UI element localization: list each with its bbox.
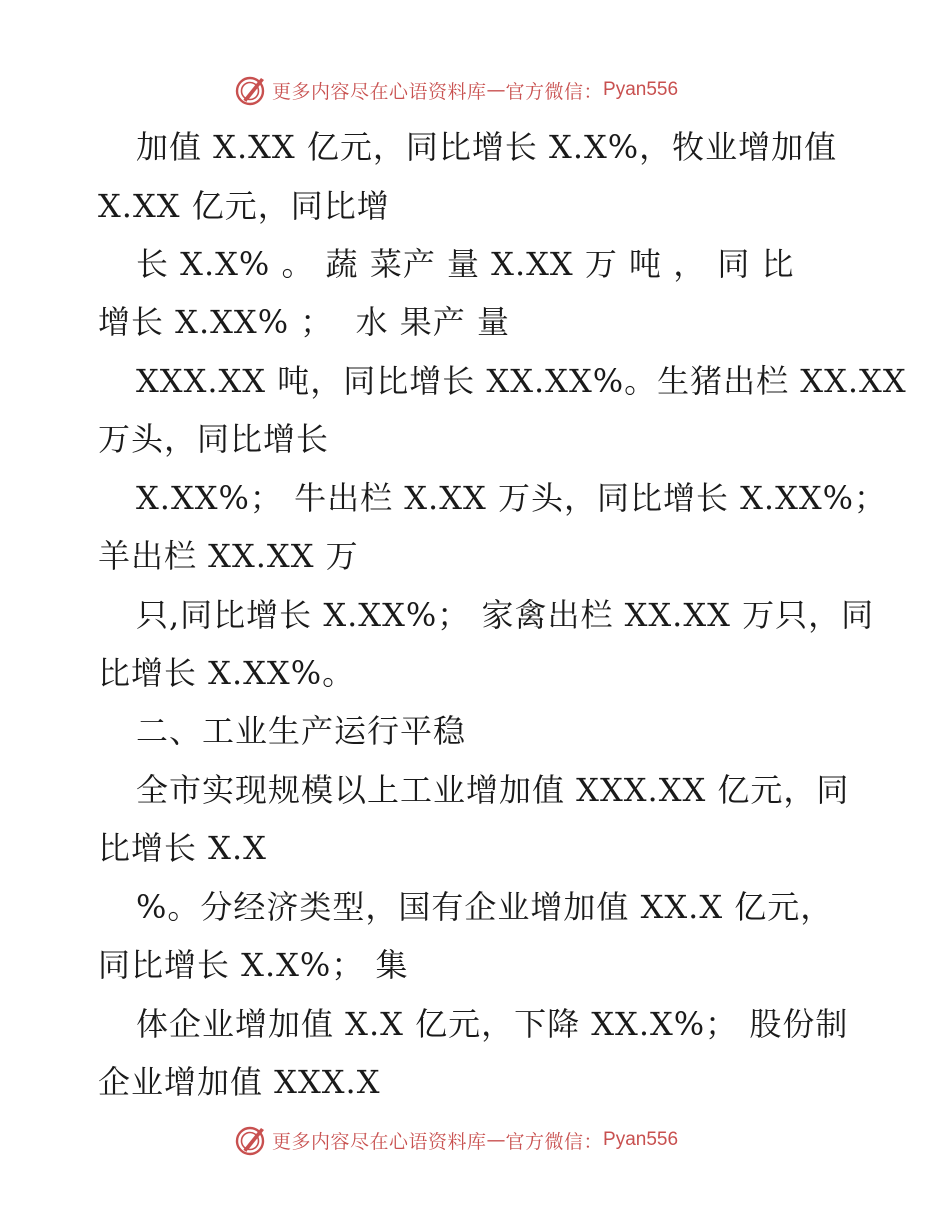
body-line: 长 X.X% 。 蔬 菜产 量 X.XX 万 吨 ， 同 比 [136,245,795,283]
watermark-wechat-label: 官方微信： [505,80,604,103]
body-line: 万头，同比增长 [98,420,330,458]
watermark-text: 更多内容尽在心语资料库 [272,80,487,103]
section-heading: 二、工业生产运行平稳 [136,712,467,750]
body-line: 羊出栏 XX.XX 万 [98,537,359,575]
watermark-dash: — [486,1129,506,1151]
body-line: X.XX 亿元，同比增 [98,187,390,225]
body-line: 体企业增加值 X.X 亿元，下降 XX.X%； 股份制 [136,1005,849,1043]
body-line: 同比增长 X.X%； 集 [98,946,409,984]
body-line: 企业增加值 XXX.X [98,1063,381,1101]
quill-pen-logo-icon [234,1123,268,1157]
watermark-account: Pyan556 [603,79,679,100]
body-line: 只,同比增长 X.XX%； 家禽出栏 XX.XX 万只，同 [136,596,875,634]
quill-pen-logo-icon [234,73,268,107]
body-line: 增长 X.XX% ； 水 果产 量 [98,303,510,341]
footer-watermark [234,1122,678,1158]
body-line: X.XX%； 牛出栏 X.XX 万头，同比增长 X.XX%； [136,479,888,517]
body-line: XXX.XX 吨，同比增长 XX.XX%。生猪出栏 XX.XX [136,362,907,400]
watermark-dash: — [486,79,506,101]
watermark-wechat-label: 官方微信： [505,1130,604,1153]
body-line: 加值 X.XX 亿元，同比增长 X.X%，牧业增加值 [136,128,838,166]
body-line: %。分经济类型，国有企业增加值 XX.X 亿元， [136,888,834,926]
watermark-text: 更多内容尽在心语资料库 [272,1130,487,1153]
header-watermark [234,72,678,108]
body-line: 比增长 X.X [98,829,267,867]
body-line: 全市实现规模以上工业增加值 XXX.XX 亿元，同 [136,771,850,809]
body-line: 比增长 X.XX%。 [98,654,356,692]
watermark-account: Pyan556 [603,1129,679,1150]
